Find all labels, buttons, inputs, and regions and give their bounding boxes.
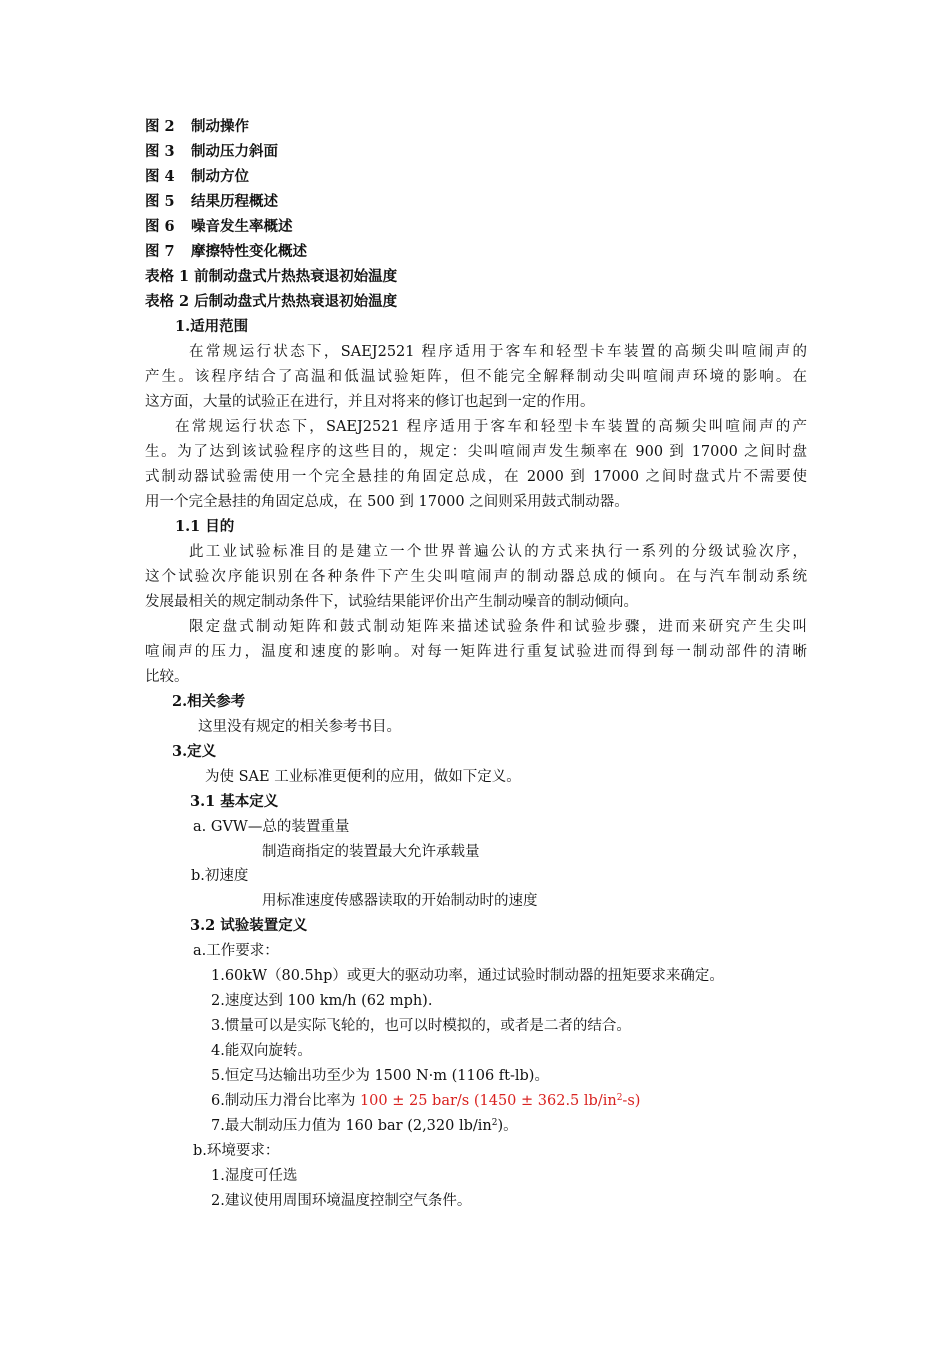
paragraph-line: 这个试验次序能识别在各种条件下产生尖叫喧闹声的制动器总成的倾向。在与汽车制动系统 bbox=[145, 569, 807, 585]
paragraph-line: 用一个完全悬挂的角固定总成，在 500 到 17000 之间则采用鼓式制动器。 bbox=[145, 494, 629, 510]
paragraph-line: 在常规运行状态下，SAEJ2521 程序适用于客车和轻型卡车装置的高频尖叫喧闹声的 bbox=[189, 344, 807, 360]
section-heading: 2.相关参考 bbox=[172, 693, 246, 710]
list-item: 6.制动压力滑台比率为 100 ± 25 bar/s (1450 ± 362.5 $lb/in^2-s$) bbox=[211, 1093, 641, 1109]
list-label: a.工作要求： bbox=[193, 943, 279, 959]
section-heading: 3.1 基本定义 bbox=[190, 793, 279, 810]
paragraph-line: 此工业试验标准目的是建立一个世界普遍公认的方式来执行一系列的分级试验次序， bbox=[189, 544, 807, 560]
list-item: 3.惯量可以是实际飞轮的，也可以时模拟的，或者是二者的结合。 bbox=[211, 1018, 631, 1034]
list-label: b.环境要求： bbox=[193, 1143, 280, 1159]
figure-entry: 图 2 制动操作 bbox=[145, 118, 249, 135]
paragraph-line: 生。为了达到该试验程序的这些目的，规定：尖叫喧闹声发生频率在 900 到 17000 之间时盘 bbox=[145, 444, 807, 460]
list-item: 7.最大制动压力值为 160 bar (2,320 $lb/in^2$)。 bbox=[211, 1118, 518, 1134]
paragraph-line: 喧闹声的压力，温度和速度的影响。对每一矩阵进行重复试验进而得到每一制动部件的清晰 bbox=[145, 644, 807, 660]
figure-entry: 图 5 结果历程概述 bbox=[145, 193, 278, 210]
definition-label: b.初速度 bbox=[191, 868, 249, 884]
paragraph-line: 这里没有规定的相关参考书目。 bbox=[198, 719, 401, 735]
paragraph-line: 这方面，大量的试验正在进行，并且对将来的修订也起到一定的作用。 bbox=[145, 394, 595, 410]
list-item: 4.能双向旋转。 bbox=[211, 1043, 312, 1059]
table-entry: 表格 2 后制动盘式片热热衰退初始温度 bbox=[145, 293, 398, 310]
paragraph-line: 为使 SAE 工业标准更便利的应用，做如下定义。 bbox=[205, 769, 521, 785]
definition-text: 制造商指定的装置最大允许承载量 bbox=[262, 844, 480, 860]
table-entry: 表格 1 前制动盘式片热热衰退初始温度 bbox=[145, 268, 398, 285]
section-heading: 1.1 目的 bbox=[175, 518, 235, 535]
paragraph-line: 发展最相关的规定制动条件下，试验结果能评价出产生制动噪音的制动倾向。 bbox=[145, 594, 638, 610]
highlighted-rate: 100 ± 25 bar/s (1450 ± 362.5 $lb/in^2-s$) bbox=[359, 1093, 641, 1109]
figure-entry: 图 3 制动压力斜面 bbox=[145, 143, 278, 160]
paragraph-line: 式制动器试验需使用一个完全悬挂的角固定总成，在 2000 到 17000 之间时盘式片不需要使 bbox=[145, 469, 807, 485]
paragraph-line: 在常规运行状态下，SAEJ2521 程序适用于客车和轻型卡车装置的高频尖叫喧闹声的产 bbox=[175, 419, 807, 435]
definition-label: a. GVW—总的装置重量 bbox=[193, 819, 350, 835]
section-heading: 1.适用范围 bbox=[175, 318, 249, 335]
section-heading: 3.定义 bbox=[172, 743, 217, 760]
list-item: 2.建议使用周围环境温度控制空气条件。 bbox=[211, 1193, 472, 1209]
list-item: 1.湿度可任选 bbox=[211, 1168, 298, 1184]
figure-entry: 图 7 摩擦特性变化概述 bbox=[145, 243, 307, 260]
paragraph-line: 产生。该程序结合了高温和低温试验矩阵，但不能完全解释制动尖叫喧闹声环境的影响。在 bbox=[145, 369, 807, 385]
paragraph-line: 比较。 bbox=[145, 669, 189, 685]
list-item: 5.恒定马达输出功至少为 1500 N·m (1106 ft-lb)。 bbox=[211, 1068, 549, 1084]
list-item: 2.速度达到 100 km/h (62 mph). bbox=[211, 993, 433, 1009]
list-item: 1.60kW（80.5hp）或更大的驱动功率，通过试验时制动器的扭矩要求来确定。 bbox=[211, 968, 724, 984]
paragraph-line: 限定盘式制动矩阵和鼓式制动矩阵来描述试验条件和试验步骤，进而来研究产生尖叫 bbox=[189, 619, 807, 635]
section-heading: 3.2 试验装置定义 bbox=[190, 917, 308, 934]
figure-entry: 图 4 制动方位 bbox=[145, 168, 249, 185]
figure-entry: 图 6 噪音发生率概述 bbox=[145, 218, 293, 235]
definition-text: 用标准速度传感器读取的开始制动时的速度 bbox=[262, 893, 538, 909]
